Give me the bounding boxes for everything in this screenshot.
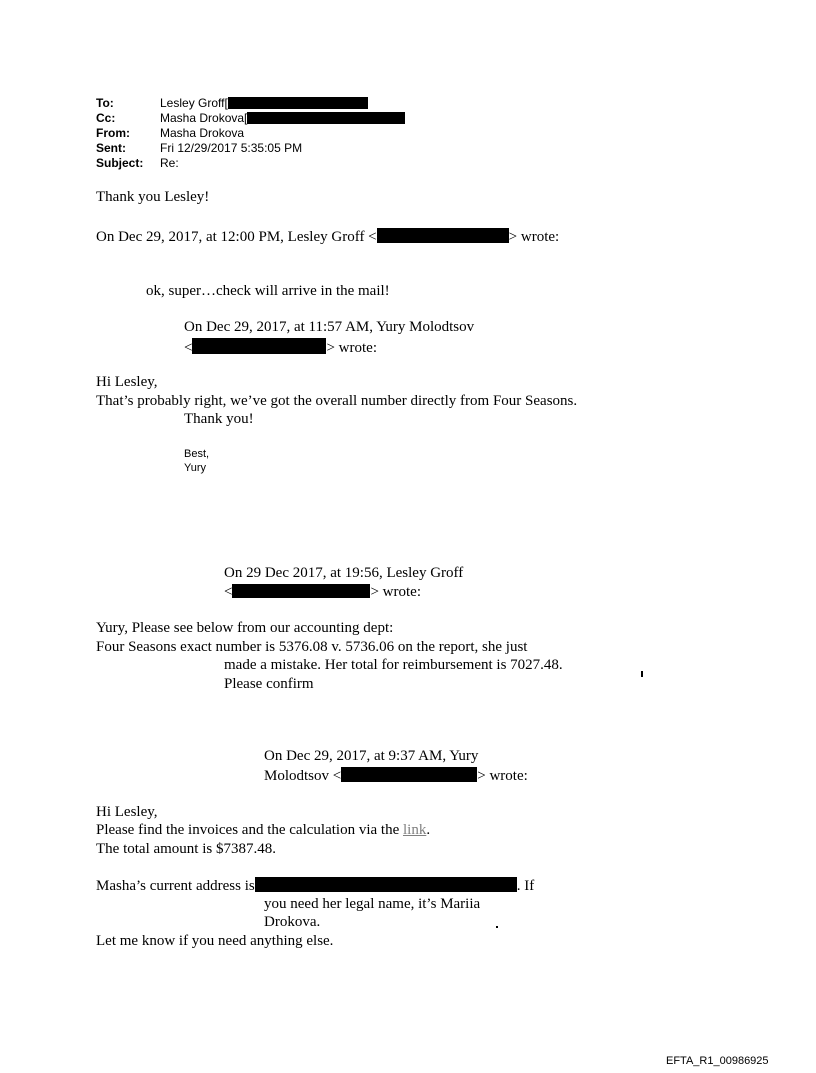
message4-total: The total amount is $7387.48. [96, 841, 276, 857]
message1-line: ok, super…check will arrive in the mail! [146, 283, 390, 299]
message4-greeting: Hi Lesley, [96, 804, 158, 820]
quote3-attribution-line2: < > wrote: [224, 584, 421, 600]
message4-invoices: Please find the invoices and the calculation via the link. [96, 822, 431, 838]
quote4-attribution-line1: On Dec 29, 2017, at 9:37 AM, Yury [264, 748, 479, 764]
quote2-attribution-line1: On Dec 29, 2017, at 11:57 AM, Yury Molodtsov [184, 319, 475, 335]
scan-mark [496, 926, 498, 928]
sent-label: Sent: [96, 141, 126, 155]
signature-best: Best, [184, 448, 210, 460]
quote2-attribution-line2: < > wrote: [184, 340, 377, 356]
quote4-attribution-line2: Molodtsov < > wrote: [264, 768, 528, 784]
message2-greeting: Hi Lesley, [96, 374, 158, 390]
from-label: From: [96, 126, 130, 140]
quote1-attribution: On Dec 29, 2017, at 12:00 PM, Lesley Groff < > wrote: [96, 229, 560, 245]
redaction-box [232, 584, 370, 598]
message4-address: Masha’s current address is . If [96, 878, 535, 894]
from-value: Masha Drokova [160, 126, 245, 140]
redaction-box [341, 767, 477, 782]
invoice-link[interactable]: link [402, 822, 427, 838]
message3-line1: Yury, Please see below from our accounting dept: [96, 620, 394, 636]
cc-name: Masha Drokova[ [160, 111, 248, 125]
redaction-box [255, 877, 517, 892]
redaction-box [247, 112, 405, 124]
cc-label: Cc: [96, 111, 116, 125]
message2-thanks: Thank you! [184, 411, 254, 427]
cc-value [160, 111, 405, 126]
quote3-attribution-line1: On 29 Dec 2017, at 19:56, Lesley Groff [224, 565, 464, 581]
subject-value: Re: [160, 156, 179, 170]
redaction-box [377, 228, 509, 243]
message2-body: That’s probably right, we’ve got the overall number directly from Four Seasons. [96, 393, 578, 409]
document-id: EFTA_R1_00986925 [666, 1055, 769, 1067]
redaction-box [192, 338, 326, 354]
to-label: To: [96, 96, 114, 110]
message4-closing: Let me know if you need anything else. [96, 933, 334, 949]
to-value [160, 96, 368, 111]
thanks-line: Thank you Lesley! [96, 189, 210, 205]
redaction-box [228, 97, 368, 109]
message4-legal-name-line1: you need her legal name, it’s Mariia [264, 896, 481, 912]
message3-line2: Four Seasons exact number is 5376.08 v. 5736.06 on the report, she just [96, 639, 528, 655]
message3-line4: Please confirm [224, 676, 314, 692]
scan-mark [641, 671, 643, 677]
message4-legal-name-line2: Drokova. [264, 914, 321, 930]
subject-label: Subject: [96, 156, 144, 170]
to-name: Lesley Groff[ [160, 96, 228, 110]
message3-line3: made a mistake. Her total for reimbursement is 7027.48. [224, 657, 563, 673]
sent-value: Fri 12/29/2017 5:35:05 PM [160, 141, 303, 155]
signature-name: Yury [184, 462, 207, 474]
